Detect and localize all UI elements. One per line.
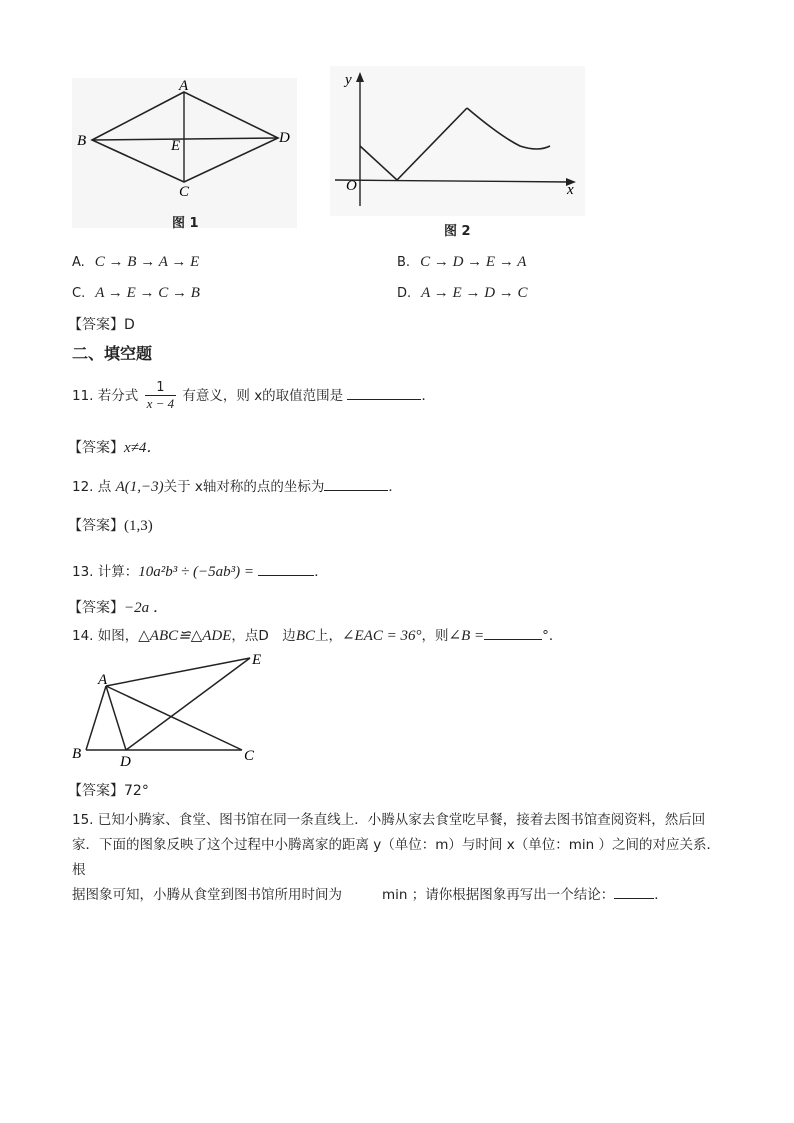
option-a-label: A. [72, 255, 85, 270]
question-14 [72, 624, 562, 645]
answer-tag: 【答案】 [68, 783, 124, 799]
point-a-label: A [179, 78, 189, 94]
q14-point-b: B [72, 746, 82, 762]
x-axis-label: x [567, 182, 574, 198]
option-d[interactable] [397, 285, 528, 302]
answer-tag: 【答案】 [68, 440, 124, 456]
q11-suffix: 有意义，则 x的取值范围是 [182, 388, 344, 404]
q12-answer [68, 515, 153, 535]
q15-line-3a: 据图象可知，小腾从食堂到图书馆所用时间为 [72, 887, 342, 903]
section-title: 二、填空题 [72, 344, 153, 363]
option-a-path: C → B → A → E [94, 254, 200, 270]
option-b-label: B. [397, 255, 411, 270]
option-b[interactable] [397, 254, 526, 271]
y-axis-label: y [345, 72, 352, 88]
q14-mid2: 上， [314, 628, 342, 644]
answer-tag: 【答案】 [68, 600, 124, 616]
figure-2-caption: 图 2 [444, 224, 471, 239]
q14-point-a: A [98, 672, 108, 688]
q14-prefix: 14. 如图， [72, 628, 139, 644]
q13-end: ． [314, 564, 328, 580]
q15-line-3b: min ；请你根据图象再写出一个结论： [382, 887, 615, 903]
q14-answer [68, 780, 149, 800]
option-c-label: C. [72, 286, 86, 301]
question-11 [72, 380, 435, 412]
q11-fraction [145, 380, 177, 412]
q12-answer-value: (1,3) [124, 518, 153, 534]
q15-line-1: 15. 已知小腾家、食堂、图书馆在同一条直线上．小腾从家去食堂吃早餐，接着去图书馆查阅资料，然后回 [72, 812, 706, 828]
figure-1-caption: 图 1 [172, 216, 199, 231]
segment-ab [86, 686, 106, 750]
q11-numerator: 1 [145, 380, 177, 396]
q14-target: ∠B = [448, 628, 485, 644]
option-b-path: C → D → E → A [420, 254, 527, 270]
point-e-label: E [171, 138, 181, 154]
q11-end: ． [421, 388, 435, 404]
option-d-path: A → E → D → C [421, 285, 528, 301]
q11-prefix: 11. 若分式 [72, 388, 139, 404]
point-c-label: C [179, 184, 190, 200]
q14-mid3: ，则 [421, 628, 449, 644]
question-15 [72, 808, 728, 908]
q13-answer [68, 596, 168, 617]
q12-blank[interactable] [324, 477, 388, 491]
origin-label: O [346, 178, 357, 194]
q12-prefix: 12. 点 [72, 479, 112, 495]
q14-angle: ∠EAC = 36° [341, 628, 422, 644]
point-d-label: D [279, 130, 290, 146]
figure-2-graph [330, 66, 585, 216]
q14-end: °． [542, 628, 563, 644]
q14-point-e: E [252, 652, 262, 668]
q13-answer-value: −2a ． [124, 600, 168, 616]
q13-blank[interactable] [258, 562, 314, 576]
q14-mid: ，点D 边 [231, 628, 296, 644]
q14-bc: BC [295, 628, 315, 644]
q13-prefix: 13. 计算： [72, 564, 139, 580]
q11-answer-value: x≠4． [124, 440, 162, 456]
q14-answer-value: 72° [124, 783, 149, 799]
segment-ac [106, 686, 242, 750]
q12-suffix: 关于 x轴对称的点的坐标为 [163, 479, 325, 495]
figure-q14-triangles [70, 650, 270, 770]
answer-tag: 【答案】 [68, 518, 124, 534]
option-d-label: D. [397, 286, 412, 301]
q11-answer [68, 436, 161, 457]
figure-1-rhombus [72, 78, 297, 228]
q13-expression: 10a²b³ ÷ (−5ab³) = [138, 564, 254, 580]
figure-2-background [330, 66, 585, 216]
option-c[interactable] [72, 285, 200, 302]
q15-line-3c: ． [654, 887, 668, 903]
q12-point: A(1,−3) [115, 479, 164, 495]
segment-ad [106, 686, 126, 750]
q14-point-d: D [120, 754, 131, 770]
question-13 [72, 560, 328, 581]
answer-tag: 【答案】 [68, 317, 124, 333]
question-12 [72, 475, 402, 496]
q14-blank[interactable] [484, 626, 542, 640]
option-a[interactable] [72, 254, 199, 271]
q15-line-3 [72, 883, 728, 908]
q11-denominator: x − 4 [146, 396, 175, 411]
segment-ae [106, 658, 250, 686]
q12-end: ． [388, 479, 402, 495]
q11-blank[interactable] [347, 386, 421, 400]
q10-answer [68, 314, 135, 334]
option-c-path: A → E → C → B [95, 285, 200, 301]
q15-line-2: 家．下面的图象反映了这个过程中小腾离家的距离 y（单位：m）与时间 x（单位：min ）之间的对应关系．根 [72, 837, 720, 878]
q14-point-c: C [244, 748, 255, 764]
point-b-label: B [77, 133, 87, 149]
q10-answer-value: D [124, 317, 135, 333]
q15-conclusion-blank[interactable] [614, 885, 654, 899]
q14-congruence: △ABC≌△ADE [138, 628, 232, 644]
